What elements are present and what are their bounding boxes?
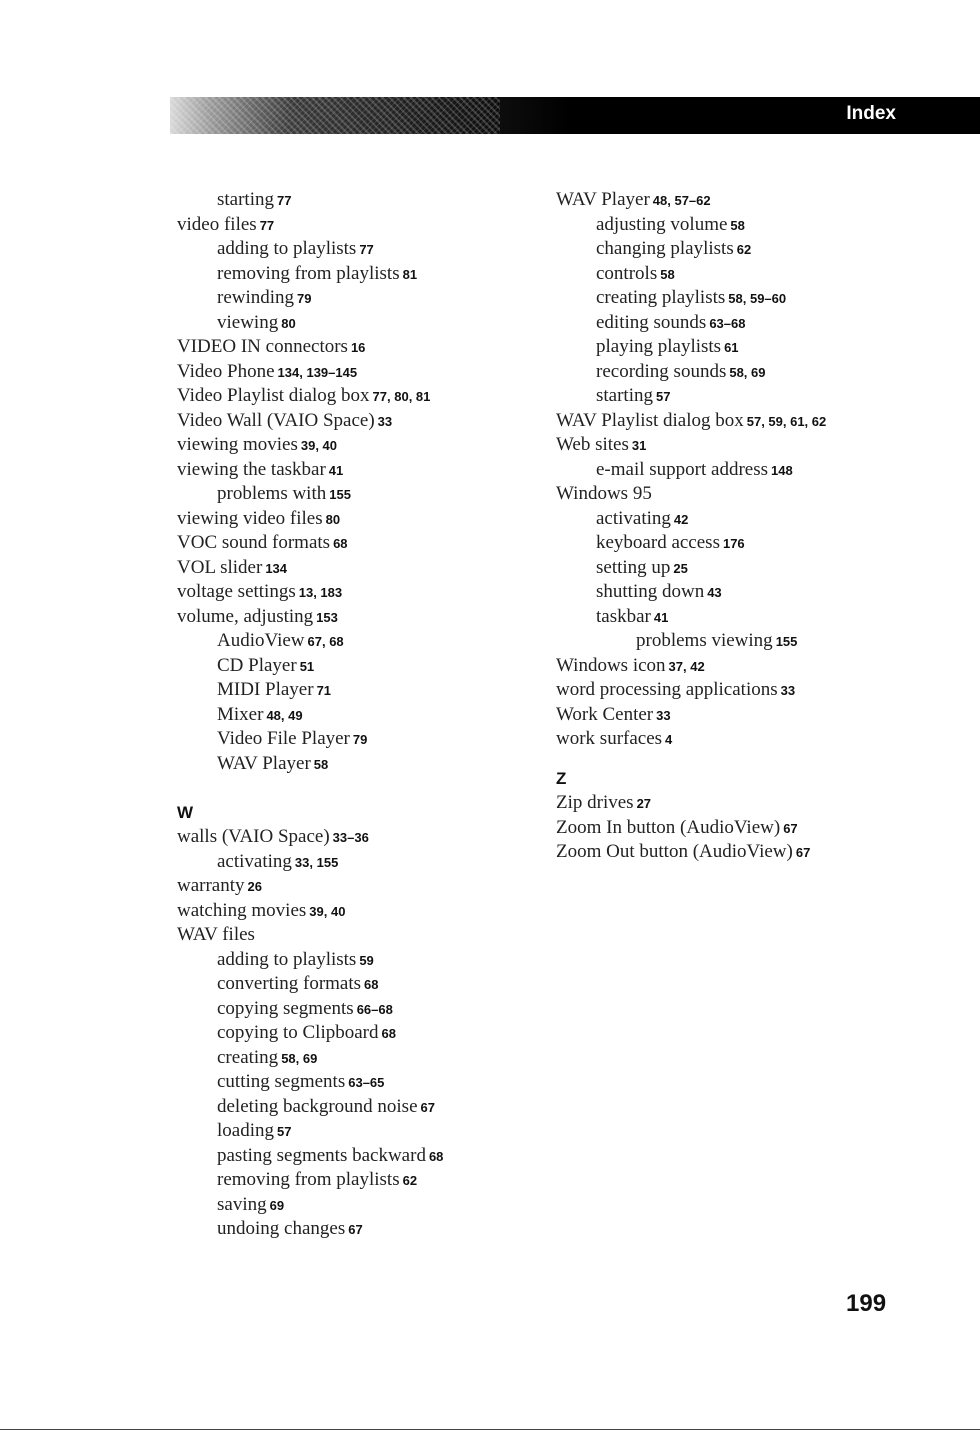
index-page-numbers: 153 [316, 609, 338, 625]
index-entry [177, 262, 517, 287]
index-term: Windows 95 [556, 483, 652, 504]
index-term: VOL slider [177, 556, 263, 578]
index-entry [177, 286, 517, 311]
page-number: 199 [846, 1290, 887, 1317]
header-texture [170, 97, 500, 134]
index-term: WAV Player [556, 189, 650, 210]
index-entry [177, 825, 517, 850]
index-entry [177, 678, 517, 703]
index-entry [556, 262, 936, 287]
index-page-numbers: 58, 69 [729, 364, 766, 380]
index-term: pasting segments backward [217, 1144, 426, 1166]
index-page-numbers: 48, 49 [266, 707, 303, 723]
index-page-numbers: 43 [707, 585, 722, 600]
index-entry [556, 458, 936, 483]
index-entry [556, 629, 936, 654]
index-entry [556, 286, 936, 311]
index-page-numbers: 33 [656, 707, 671, 723]
index-entry [556, 531, 936, 556]
index-page-numbers: 66–68 [356, 1001, 393, 1017]
index-page-numbers: 67 [795, 845, 811, 860]
index-entry [556, 703, 936, 728]
index-entry [177, 899, 517, 924]
index-term: saving [217, 1193, 267, 1215]
index-page-numbers: 134, 139–145 [277, 364, 358, 380]
index-term: AudioView [217, 630, 305, 651]
index-entry [177, 1168, 517, 1193]
index-term: voltage settings [177, 581, 296, 602]
index-entry [177, 482, 517, 507]
index-term: adjusting volume [596, 213, 728, 235]
index-page-numbers: 68 [381, 1026, 396, 1041]
index-page-numbers: 155 [775, 634, 798, 649]
index-page-numbers: 77, 80, 81 [372, 389, 431, 404]
index-entry [177, 213, 517, 238]
section-letter-w: W [177, 802, 194, 822]
index-entry [556, 580, 936, 605]
index-entry [177, 360, 517, 385]
index-page-numbers: 59 [359, 952, 374, 968]
index-entry [177, 1217, 517, 1242]
index-entry [177, 580, 517, 605]
entry-list-left [177, 188, 517, 776]
index-term: WAV Playlist dialog box [556, 409, 744, 431]
index-entry [556, 840, 936, 865]
index-page-numbers: 77 [277, 193, 292, 208]
index-term: viewing the taskbar [177, 458, 326, 480]
index-term: removing from playlists [217, 262, 400, 284]
index-page-numbers: 57 [656, 389, 671, 404]
index-page-numbers: 57, 59, 61, 62 [746, 413, 827, 429]
index-term: Web sites [556, 434, 629, 455]
index-entry [177, 311, 517, 336]
index-entry [556, 335, 936, 360]
index-term: Video Phone [177, 360, 275, 382]
index-page-numbers: 58 [660, 266, 675, 282]
index-term: problems viewing [636, 630, 773, 651]
index-page-numbers: 62 [402, 1173, 418, 1188]
index-term: MIDI Player [217, 679, 314, 700]
index-term: VIDEO IN connectors [177, 336, 348, 357]
index-term: work surfaces [556, 728, 663, 749]
index-entry [556, 409, 936, 434]
index-page-numbers: 25 [673, 560, 688, 576]
index-page-numbers: 16 [350, 340, 366, 355]
index-term: removing from playlists [217, 1169, 400, 1190]
index-page-numbers: 67 [348, 1222, 363, 1237]
index-page-numbers: 33–36 [332, 830, 369, 845]
index-entry [177, 629, 517, 654]
index-term: activating [596, 507, 671, 529]
index-term: converting formats [217, 973, 362, 994]
index-term: activating [217, 850, 292, 872]
index-term: word processing applications [556, 679, 778, 700]
index-entry [177, 923, 517, 948]
index-page-numbers: 37, 42 [668, 658, 705, 674]
index-term: Zoom In button (AudioView) [556, 816, 781, 838]
index-page-numbers: 63–68 [709, 315, 746, 331]
index-page-numbers: 77 [359, 242, 374, 257]
index-term: adding to playlists [217, 948, 357, 970]
index-entry [177, 237, 517, 262]
index-page-numbers: 68 [428, 1148, 444, 1164]
index-page-numbers: 68 [364, 977, 379, 992]
index-page-numbers: 48, 57–62 [652, 193, 711, 208]
index-entry [177, 1193, 517, 1218]
entry-list-w [177, 825, 517, 1242]
index-entry [177, 409, 517, 434]
index-term: Video Playlist dialog box [177, 385, 370, 406]
index-entry [177, 1119, 517, 1144]
index-entry [556, 727, 936, 752]
index-term: volume, adjusting [177, 605, 314, 627]
index-page-numbers: 13, 183 [298, 585, 343, 600]
index-entry [177, 972, 517, 997]
page-title: Index [846, 103, 896, 124]
index-entry [177, 1046, 517, 1071]
index-entry [556, 384, 936, 409]
index-page-numbers: 79 [297, 291, 312, 306]
index-entry [177, 433, 517, 458]
index-entry [177, 188, 517, 213]
index-page-numbers: 71 [316, 683, 332, 698]
index-page-numbers: 77 [259, 217, 275, 233]
index-entry [177, 1144, 517, 1169]
index-page-numbers: 41 [328, 462, 344, 478]
index-page-numbers: 79 [352, 732, 368, 747]
index-page-numbers: 68 [333, 536, 348, 551]
index-term: video files [177, 213, 257, 235]
index-entry [177, 752, 517, 777]
index-term: Zoom Out button (AudioView) [556, 841, 793, 862]
index-term: Video Wall (VAIO Space) [177, 409, 375, 431]
index-entry [177, 1095, 517, 1120]
index-page-numbers: 57 [277, 1124, 292, 1139]
index-page-numbers: 63–65 [348, 1075, 385, 1090]
index-page-numbers: 62 [736, 242, 752, 257]
index-term: Zip drives [556, 792, 634, 813]
index-entry [177, 727, 517, 752]
index-entry [177, 556, 517, 581]
index-term: CD Player [217, 654, 297, 676]
index-term: shutting down [596, 581, 705, 602]
index-entry [177, 1021, 517, 1046]
index-entry [556, 482, 936, 507]
index-term: WAV files [177, 924, 255, 945]
index-entry [177, 654, 517, 679]
index-term: recording sounds [596, 360, 727, 382]
index-term: controls [596, 262, 658, 284]
index-entry [177, 874, 517, 899]
index-column-right [556, 188, 936, 865]
index-term: cutting segments [217, 1071, 346, 1092]
index-entry [177, 335, 517, 360]
index-page-numbers: 33 [780, 683, 796, 698]
index-term: playing playlists [596, 336, 722, 357]
index-term: copying segments [217, 997, 354, 1019]
index-term: watching movies [177, 899, 307, 921]
index-page-numbers: 81 [402, 266, 418, 282]
index-entry [556, 237, 936, 262]
index-entry [556, 556, 936, 581]
index-term: Video File Player [217, 728, 350, 749]
entry-list-z [556, 791, 936, 865]
index-page-numbers: 58, 59–60 [728, 291, 787, 306]
index-term: creating [217, 1046, 279, 1068]
index-page-numbers: 134 [265, 560, 288, 576]
index-page-numbers: 51 [299, 658, 315, 674]
index-page-numbers: 69 [269, 1197, 285, 1213]
index-entry [556, 507, 936, 532]
index-entry [556, 605, 936, 630]
index-term: changing playlists [596, 238, 734, 259]
index-term: keyboard access [596, 532, 720, 553]
index-entry [177, 531, 517, 556]
index-entry [177, 997, 517, 1022]
index-entry [556, 791, 936, 816]
index-entry [177, 948, 517, 973]
index-page-numbers: 39, 40 [309, 903, 346, 919]
index-term: starting [217, 189, 274, 210]
index-page-numbers: 31 [631, 438, 647, 453]
index-term: Windows icon [556, 654, 666, 676]
index-entry [556, 816, 936, 841]
index-term: rewinding [217, 287, 295, 308]
entry-list-right [556, 188, 936, 752]
index-page-numbers: 67 [420, 1099, 435, 1115]
section-gap [177, 776, 517, 801]
index-entry [177, 1070, 517, 1095]
index-entry [556, 311, 936, 336]
index-entry [556, 213, 936, 238]
index-page-numbers: 176 [722, 536, 745, 551]
index-term: warranty [177, 875, 245, 896]
index-page-numbers: 27 [636, 796, 652, 811]
index-term: setting up [596, 556, 671, 578]
index-page-numbers: 41 [653, 609, 669, 625]
index-page-numbers: 67 [783, 820, 798, 836]
index-entry [556, 433, 936, 458]
index-term: deleting background noise [217, 1095, 418, 1117]
index-term: loading [217, 1120, 274, 1141]
index-entry [177, 850, 517, 875]
index-page-numbers: 155 [329, 487, 351, 502]
header-bar [170, 97, 980, 134]
index-page-numbers: 67, 68 [307, 634, 344, 649]
index-page-numbers: 80 [281, 315, 296, 331]
index-page-numbers: 58 [313, 756, 329, 772]
index-term: copying to Clipboard [217, 1022, 379, 1043]
index-term: adding to playlists [217, 238, 357, 259]
index-entry [177, 605, 517, 630]
index-entry [177, 703, 517, 728]
index-term: Mixer [217, 703, 264, 725]
index-page-numbers: 33, 155 [294, 854, 339, 870]
index-entry [177, 384, 517, 409]
index-entry [556, 678, 936, 703]
index-term: undoing changes [217, 1218, 346, 1239]
index-page-numbers: 148 [771, 462, 793, 478]
index-term: e-mail support address [596, 458, 769, 480]
index-page-numbers: 58 [730, 217, 745, 233]
bottom-divider [0, 1429, 980, 1430]
index-term: Work Center [556, 703, 654, 725]
index-term: viewing movies [177, 434, 298, 455]
index-term: viewing video files [177, 507, 323, 529]
index-column-left [177, 188, 517, 1242]
index-entry [177, 458, 517, 483]
index-page-numbers: 61 [724, 340, 739, 355]
index-page-numbers: 58, 69 [281, 1050, 318, 1066]
index-entry [556, 360, 936, 385]
index-term: WAV Player [217, 752, 311, 774]
index-page-numbers: 39, 40 [300, 438, 338, 453]
index-term: starting [596, 385, 653, 406]
index-term: creating playlists [596, 287, 726, 308]
index-entry [556, 188, 936, 213]
index-term: VOC sound formats [177, 532, 331, 553]
index-page-numbers: 4 [665, 732, 673, 747]
index-page-numbers: 33 [377, 413, 393, 429]
index-entry [177, 507, 517, 532]
section-letter-z: Z [556, 768, 567, 788]
index-page-numbers: 80 [325, 511, 341, 527]
index-page-numbers: 26 [247, 879, 262, 894]
index-entry [556, 654, 936, 679]
index-term: walls (VAIO Space) [177, 826, 330, 847]
index-term: problems with [217, 483, 327, 504]
index-page-numbers: 42 [673, 511, 689, 527]
index-term: taskbar [596, 605, 651, 627]
section-gap [556, 752, 936, 767]
index-term: editing sounds [596, 311, 707, 333]
index-term: viewing [217, 311, 279, 333]
